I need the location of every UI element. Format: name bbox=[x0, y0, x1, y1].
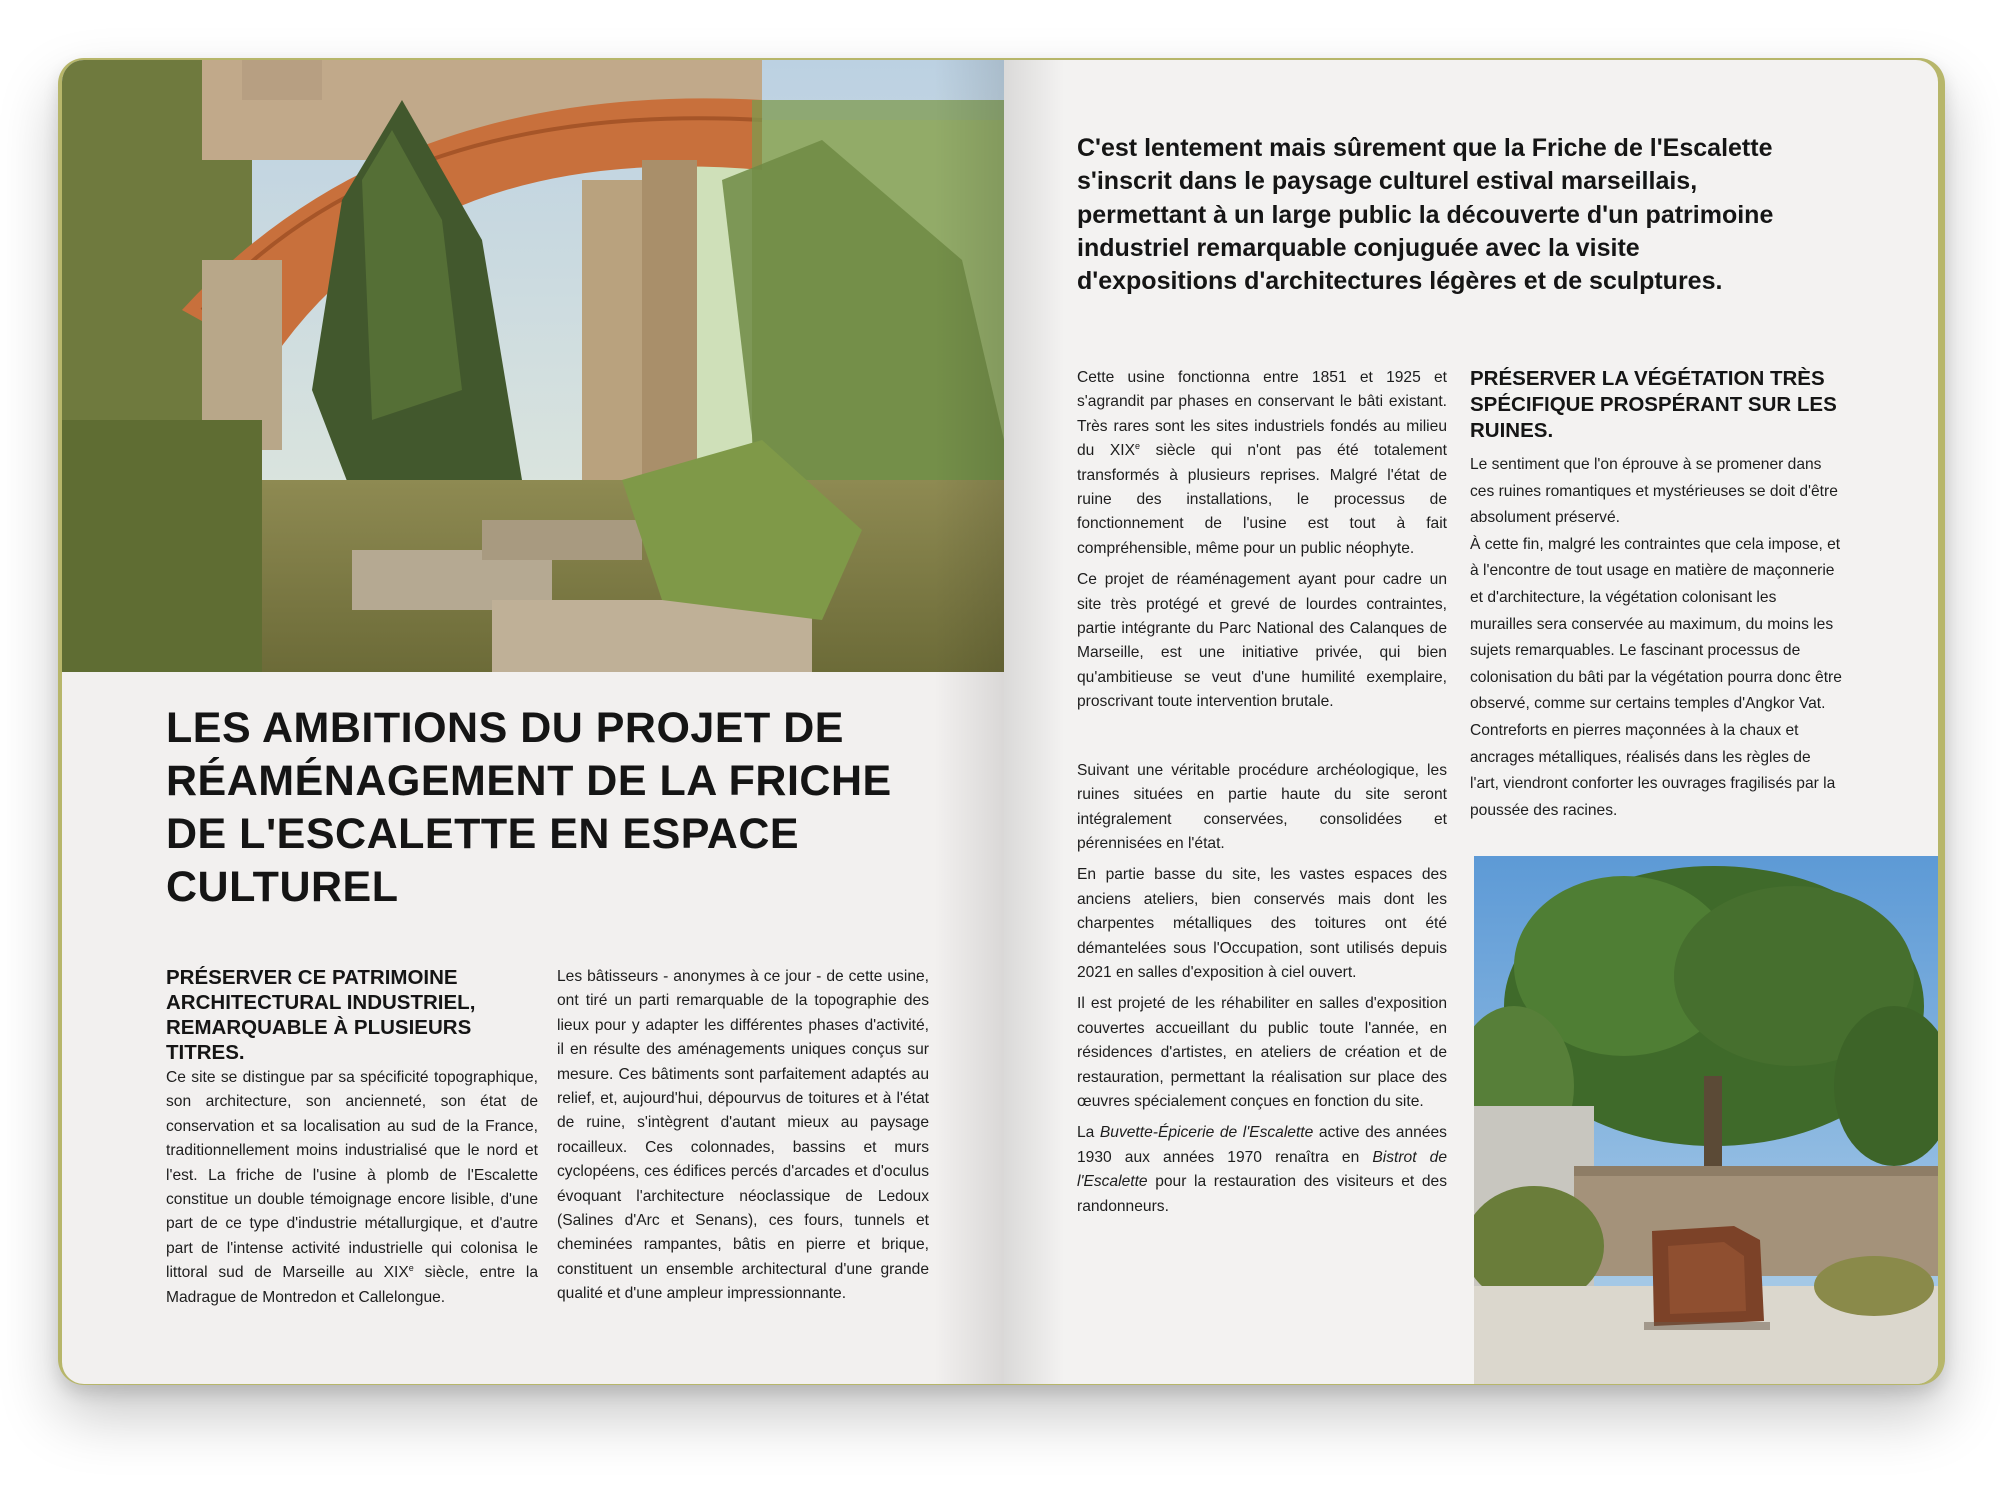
page-title: LES AMBITIONS DU PROJET DE RÉAMÉNAGEMENT DE LA FRICHE DE L'ESCALETTE EN ESPACE CULTUREL bbox=[166, 704, 892, 911]
superscript: e bbox=[1135, 441, 1141, 452]
right-column-1 bbox=[1077, 366, 1447, 1226]
text-segment: siècle qui n'ont pas été totalement transformés à plusieurs reprises. Malgré l'état de ruine des installations, le processus de fonctionnement de l'usine est tout à fait compréhensible, même pour un public néophyte. bbox=[1077, 442, 1447, 557]
paragraph-batisseurs: Les bâtisseurs - anonymes à ce jour - de cette usine, ont tiré un parti remarquable de la topographie des lieux pour y adapter les différentes phases d'activité, il en résulte des aménagements uniques conçus sur mesure. Ces bâtiments sont parfaitement adaptés au relief, et, aujourd'hui, dépourvus de toitures et à l'état de ruine, s'intègrent d'autant mieux au paysage rocailleux. Ces colonnades, bassins et murs cyclopéens, ces édifices percés d'arcades et d'oculus évoquant l'architecture néoclassique de Ledoux (Salines d'Arc et Senans), ces fours, tunnels et cheminées rampantes, bâtis en pierre et brique, constituent un ensemble architectural d'une grande qualité et d'une ampleur impressionnante. bbox=[557, 968, 929, 1303]
pine-tree-illustration bbox=[1474, 856, 1938, 1384]
text-segment: La bbox=[1077, 1124, 1100, 1142]
paragraph-usine-history bbox=[1077, 366, 1447, 561]
right-column-2 bbox=[1470, 366, 1842, 824]
paragraph-site-specificity bbox=[166, 1066, 538, 1310]
ruins-arch-illustration bbox=[62, 60, 1004, 672]
paragraph-archeologique: Suivant une véritable procédure archéologique, les ruines situées en partie haute du site seront intégralement conservées, consolidées et pérennisées en l'état. bbox=[1077, 761, 1447, 852]
paragraph-sentiment: Le sentiment que l'on éprouve à se promener dans ces ruines romantiques et mystérieuses se doit d'être absolument préservé. bbox=[1470, 456, 1838, 527]
italic-name: Buvette-Épicerie de l'Escalette bbox=[1099, 1124, 1314, 1142]
pine-tree-sculpture-photo bbox=[1474, 856, 1938, 1384]
paragraph-contraintes: À cette fin, malgré les contraintes que cela impose, et à l'encontre de tout usage en matière de maçonnerie et d'architecture, la végétation colonisant les murailles sera conservée au maximum, du moins les sujets remarquables. Le fascinant processus de colonisation du bâti par la végétation pourra donc être observé, comme sur certains temples d'Angkor Vat. Contreforts en pierres maçonnées à la chaux et ancrages métalliques, réalisés dans les règles de l'art, viendront conforter les ouvrages fragilisés par la poussée des racines. bbox=[1470, 535, 1842, 819]
paragraph-partie-basse: En partie basse du site, les vastes espaces des anciens ateliers, bien conservés mais dont les charpentes métalliques des toitures ont été démantelées sous l'Occupation, sont utilisés depuis 2021 en salles d'exposition à ciel ouvert. bbox=[1077, 866, 1447, 981]
text-segment: Ce site se distingue par sa spécificité topographique, son architecture, son ancienneté, son état de conservation et sa localisation au sud de la France, traditionnellement moins industrialisé que le nord et l'est. La friche de l'usine à plomb de l'Escalette constitue un double témoignage encore lisible, d'une part de ce type d'industrie métallurgique, et d'autre part de l'intense activité industrielle qui colonisa le littoral sud de Marseille au XIX bbox=[166, 1069, 538, 1282]
superscript: e bbox=[408, 1263, 414, 1274]
section-heading-vegetation: PRÉSERVER LA VÉGÉTATION TRÈS SPÉCIFIQUE PROSPÉRANT SUR LES RUINES. bbox=[1470, 367, 1837, 442]
gutter-shadow bbox=[1004, 60, 1064, 1384]
ruins-arch-photo bbox=[62, 60, 1004, 672]
text-segment: pour la restauration des visiteurs et des randonneurs. bbox=[1077, 1173, 1447, 1215]
right-page bbox=[1004, 60, 1938, 1384]
paragraph-projet: Ce projet de réaménagement ayant pour cadre un site très protégé et grevé de lourdes contraintes, partie intégrante du Parc National des Calanques de Marseille, est une initiative privée, qui bien qu'ambitieuse se veut d'une humilité exemplaire, proscrivant toute intervention brutale. bbox=[1077, 571, 1447, 711]
left-page bbox=[62, 60, 1004, 1384]
lead-paragraph: C'est lentement mais sûrement que la Friche de l'Escalette s'inscrit dans le paysage culturel estival marseillais, permettant à un large public la découverte d'un patrimoine industriel remarquable conjuguée avec la visite d'expositions d'architectures légères et de sculptures. bbox=[1077, 134, 1774, 296]
text-segment: active des années 1930 aux années 1970 renaîtra en bbox=[1077, 1124, 1447, 1166]
italic-name: Bistrot de l'Escalette bbox=[1077, 1148, 1447, 1191]
paragraph-buvette bbox=[1077, 1121, 1447, 1219]
text-segment: siècle, entre la Madrague de Montredon et Callelongue. bbox=[166, 1264, 538, 1306]
section-heading-patrimoine: PRÉSERVER CE PATRIMOINE ARCHITECTURAL INDUSTRIEL, REMARQUABLE À PLUSIEURS TITRES. bbox=[166, 966, 476, 1064]
paragraph-rehabilitation: Il est projeté de les réhabiliter en salles d'exposition couvertes accueillant du public toute l'année, en résidences d'artistes, en ateliers de création et de restauration, permettant la réalisation sur place des œuvres spécialement conçues en fonction du site. bbox=[1077, 995, 1447, 1110]
text-segment: Cette usine fonctionna entre 1851 et 1925 et s'agrandit par phases en conservant le bâti existant. Très rares sont les sites industriels fondés au milieu du XIX bbox=[1077, 369, 1447, 460]
